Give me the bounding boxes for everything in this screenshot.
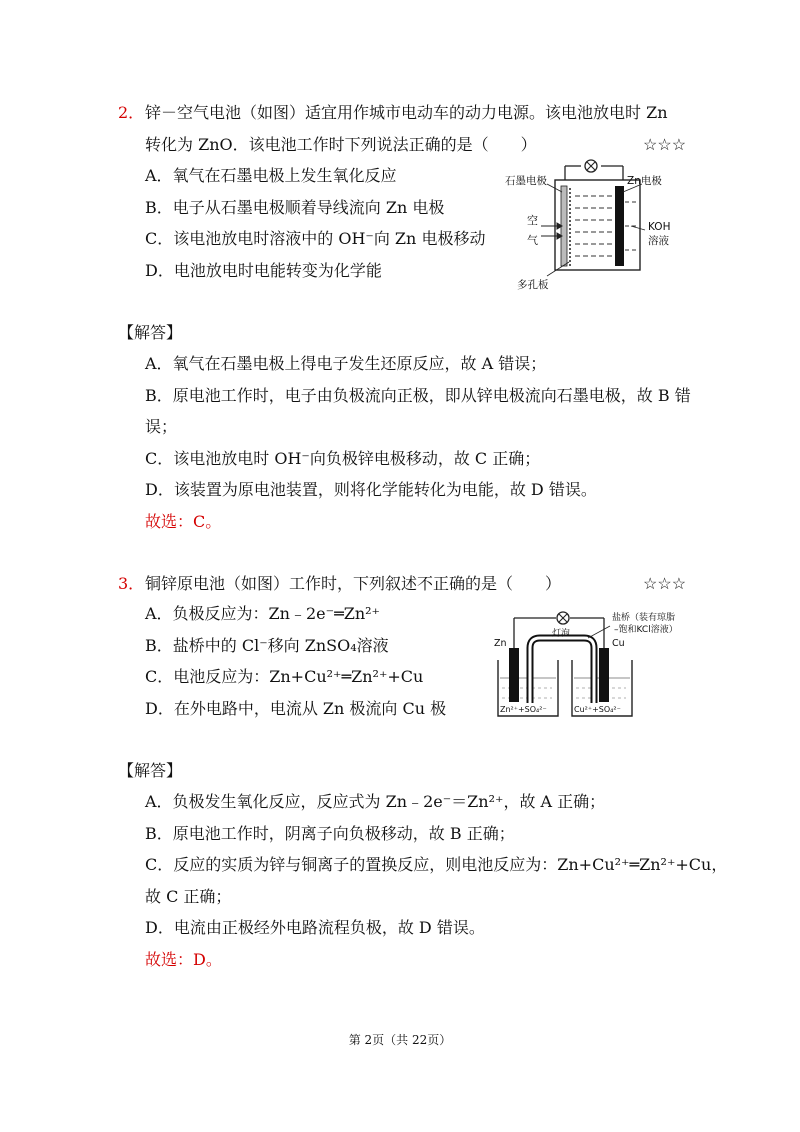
q3-label-cu: Cu <box>612 638 625 649</box>
q2-option-a: A．氧气在石墨电极上发生氧化反应 <box>145 166 397 185</box>
q2-answer-line-c: C．该电池放电时 OH⁻向负极锌电极移动，故 C 正确； <box>145 449 541 468</box>
q3-option-a: A．负极反应为：Zn﹣2e⁻═Zn²⁺ <box>145 604 380 623</box>
q2-label-graphite-electrode: 石墨电极 <box>505 175 547 187</box>
q3-answer-line-b: B．原电池工作时，阴离子向负极移动，故 B 正确； <box>145 824 515 843</box>
q2-label-solution: 溶液 <box>648 235 669 247</box>
q3-answer-line-c-cont: 故 C 正确； <box>145 887 232 906</box>
q3-answer-heading: 【解答】 <box>118 761 183 780</box>
q3-stem: 铜锌原电池（如图）工作时，下列叙述不正确的是（ ） <box>145 574 562 593</box>
q2-stem-line1: 锌－空气电池（如图）适宜用作城市电动车的动力电源。该电池放电时 Zn <box>145 103 668 122</box>
q2-option-d: D．电池放电时电能转变为化学能 <box>145 261 382 280</box>
q2-final-choice: 故选：C。 <box>145 512 222 531</box>
q2-answer-line-b-cont: 误； <box>145 417 178 436</box>
q3-label-salt-bridge-1: 盐桥（装有琼脂 <box>612 613 676 623</box>
q3-difficulty-stars: ☆☆☆ <box>643 574 687 593</box>
q3-label-bulb: 灯泡 <box>552 629 571 639</box>
q3-label-left-solution: Zn²⁺+SO₄²⁻ <box>500 705 547 714</box>
q3-option-d: D．在外电路中，电流从 Zn 极流向 Cu 极 <box>145 699 447 718</box>
q2-answer-line-d: D．该装置为原电池装置，则将化学能转化为电能，故 D 错误。 <box>145 480 597 499</box>
q3-copper-zinc-cell-diagram <box>492 608 692 720</box>
q2-label-zn-electrode: Zn电极 <box>627 175 662 187</box>
q3-option-b: B．盐桥中的 Cl⁻移向 ZnSO₄溶液 <box>145 636 389 655</box>
q2-answer-line-a: A．氧气在石墨电极上得电子发生还原反应，故 A 错误； <box>145 354 547 373</box>
q3-final-choice: 故选：D。 <box>145 950 222 969</box>
q2-label-air-1: 空 <box>527 214 538 227</box>
page-footer: 第 2页（共 22页） <box>348 1033 452 1047</box>
q2-number: 2． <box>118 103 145 122</box>
q3-number: 3． <box>118 574 145 593</box>
q2-zinc-air-battery-diagram <box>505 158 690 293</box>
q3-answer-line-a: A．负极发生氧化反应，反应式为 Zn﹣2e⁻＝Zn²⁺，故 A 正确； <box>145 792 606 811</box>
q2-difficulty-stars: ☆☆☆ <box>643 135 687 154</box>
q3-label-zn: Zn <box>494 638 507 649</box>
q2-option-b: B．电子从石墨电极顺着导线流向 Zn 电极 <box>145 198 445 217</box>
q2-label-koh: KOH <box>648 221 671 233</box>
q3-option-c: C．电池反应为：Zn+Cu²⁺═Zn²⁺+Cu <box>145 667 424 686</box>
q3-answer-line-c: C．反应的实质为锌与铜离子的置换反应，则电池反应为：Zn+Cu²⁺═Zn²⁺+Cu， <box>145 855 728 874</box>
q2-label-porous-plate: 多孔板 <box>517 279 549 291</box>
q2-stem-line2: 转化为 ZnO．该电池工作时下列说法正确的是（ ） <box>145 135 537 154</box>
q2-label-air-2: 气 <box>527 234 538 247</box>
q2-answer-line-b: B．原电池工作时，电子由负极流向正极，即从锌电极流向石墨电极，故 B 错 <box>145 386 691 405</box>
q3-label-right-solution: Cu²⁺+SO₄²⁻ <box>574 705 621 714</box>
q2-option-c: C．该电池放电时溶液中的 OH⁻向 Zn 电极移动 <box>145 229 486 248</box>
q3-label-salt-bridge-2: –饱和KCl溶液） <box>614 625 678 635</box>
q2-answer-heading: 【解答】 <box>118 323 183 342</box>
q3-answer-line-d: D．电流由正极经外电路流程负极，故 D 错误。 <box>145 918 485 937</box>
